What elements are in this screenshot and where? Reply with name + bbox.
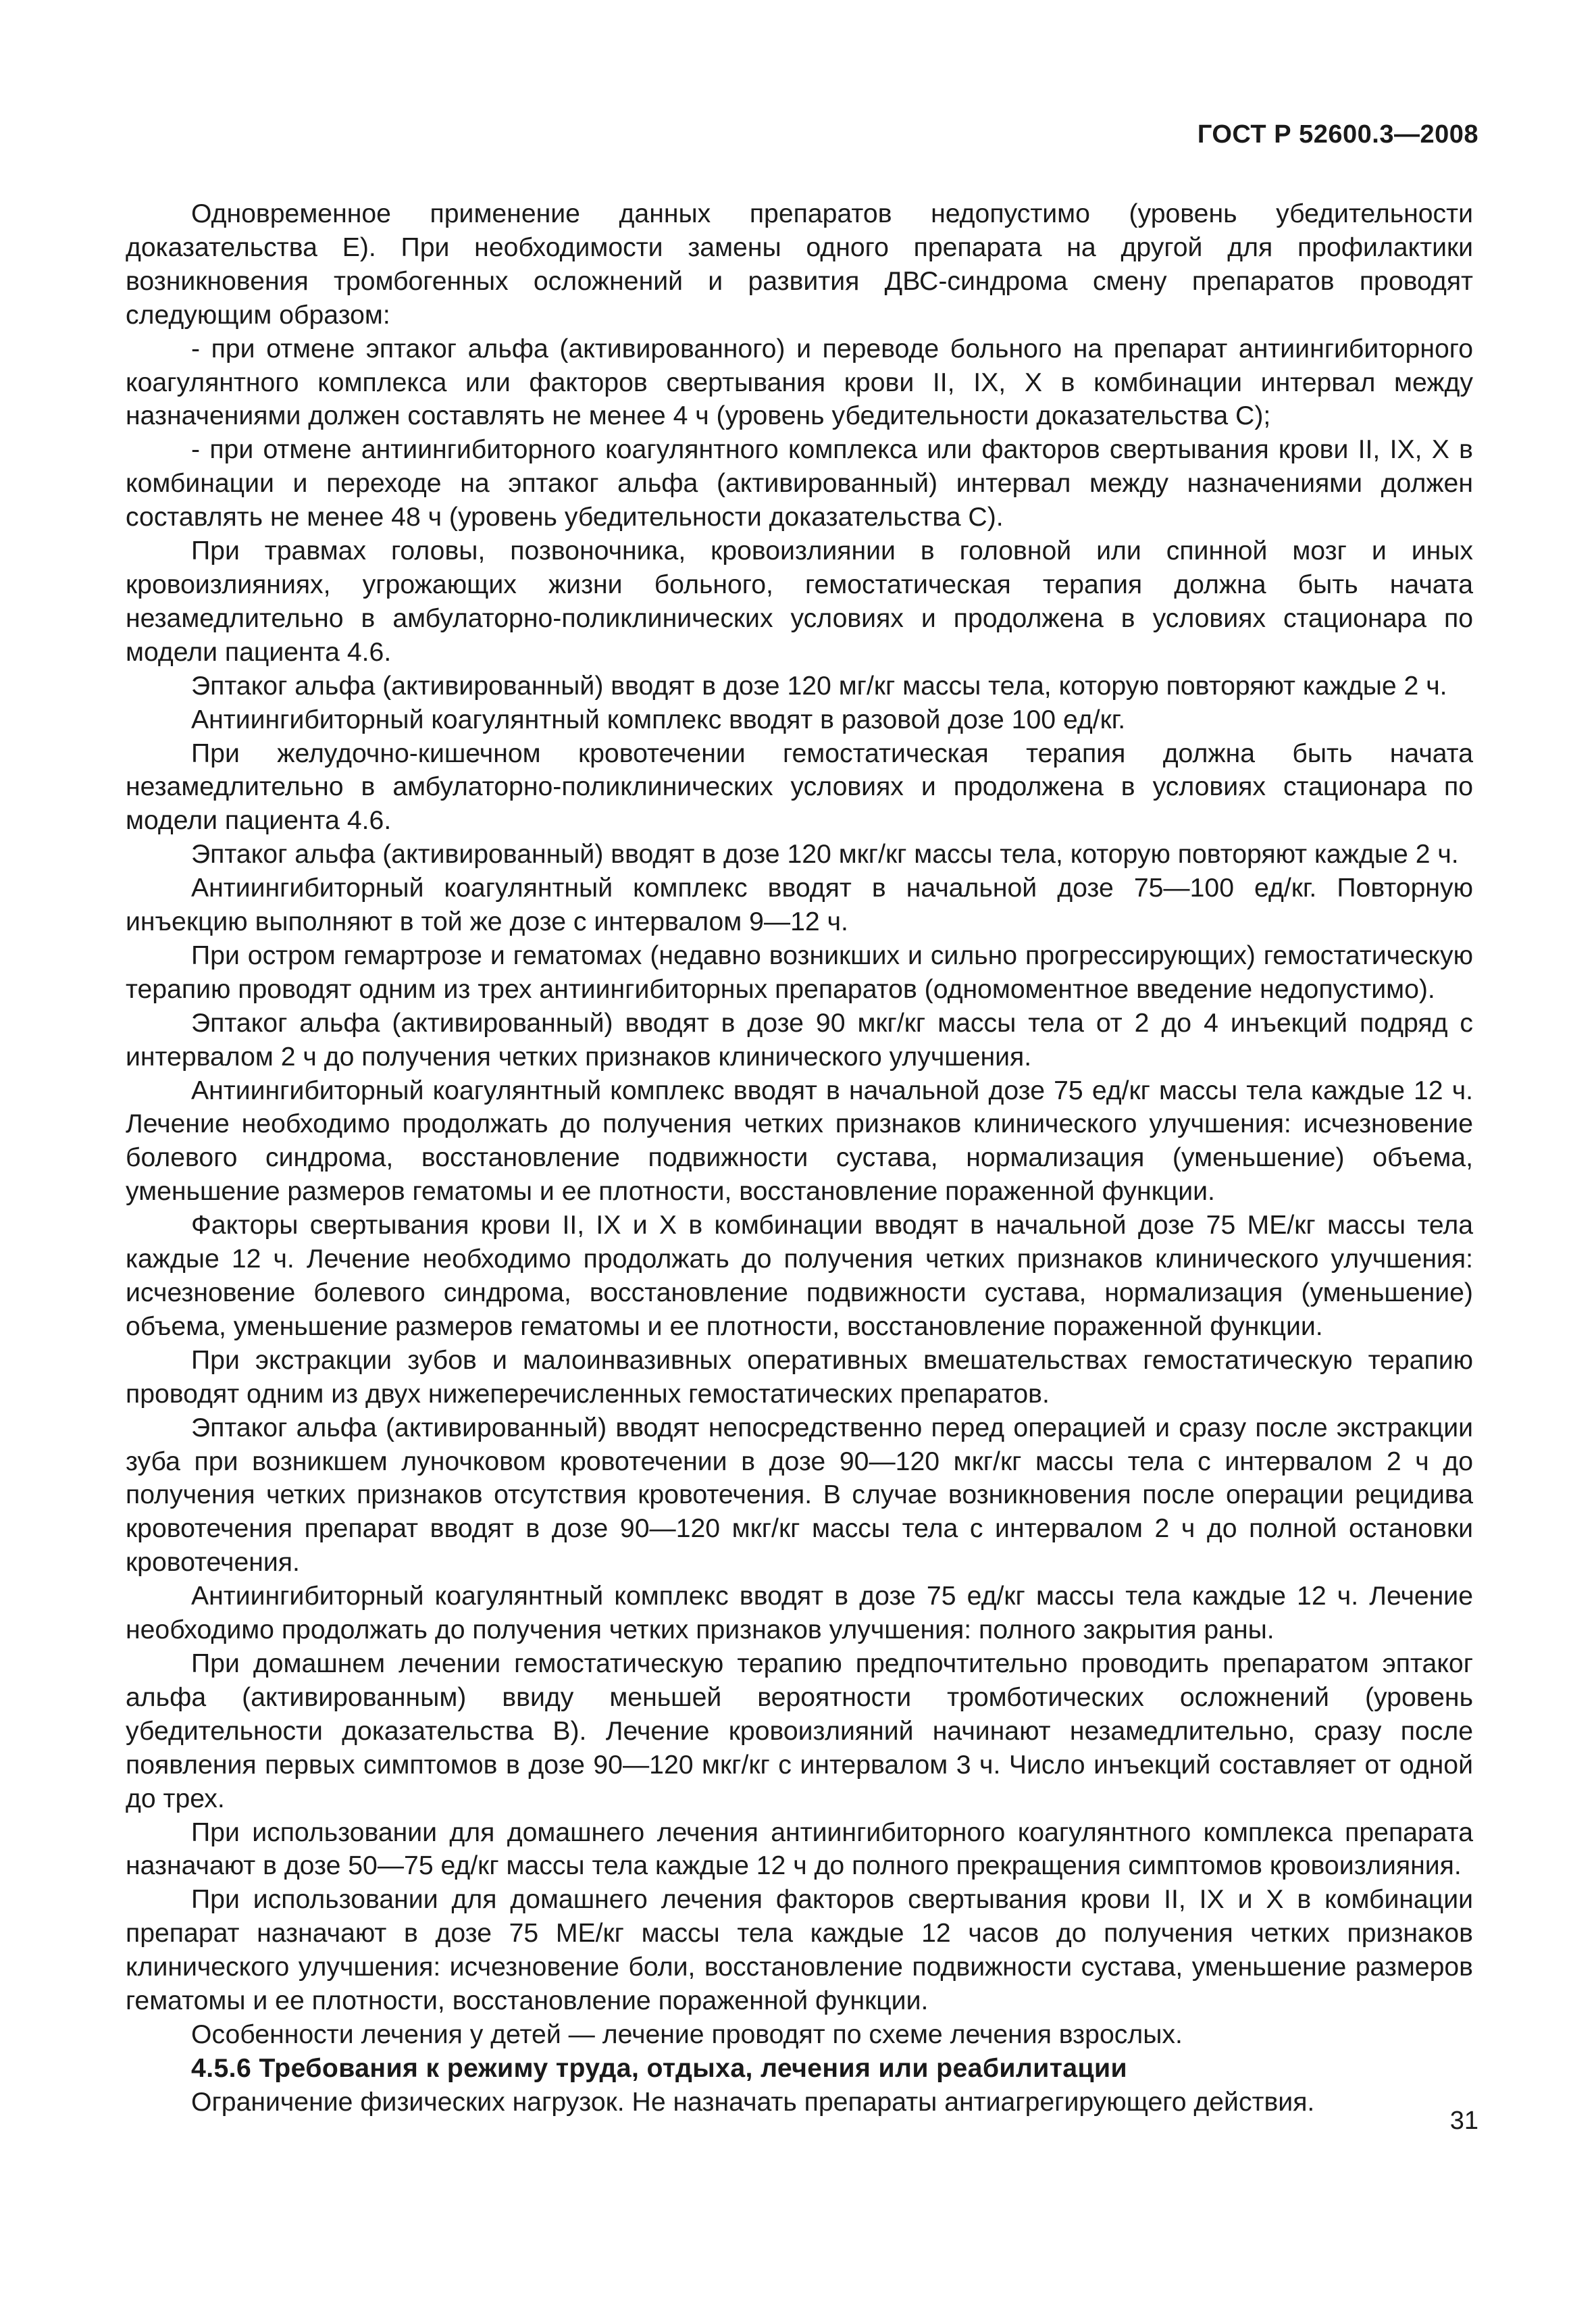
standard-code-header: ГОСТ Р 52600.3—2008 [1197, 120, 1478, 149]
section-heading: 4.5.6 Требования к режиму труда, отдыха, лечения или реабилитации [191, 2053, 1127, 2083]
paragraph: Эптаког альфа (активированный) вводят в дозе 120 мг/кг массы тела, которую повторяют каждые 2 ч. [191, 671, 1447, 701]
paragraph: Антиингибиторный коагулянтный комплекс вводят в дозе 75 ед/кг массы тела каждые 12 ч. Лечение необходимо продолжать до получения четких признаков улучшения: полного закрытия раны. [126, 1582, 1473, 1645]
paragraph: Антиингибиторный коагулянтный комплекс вводят в начальной дозе 75—100 ед/кг. Повторную инъекцию выполняют в той же дозе с интервалом 9—12 ч. [126, 874, 1473, 937]
paragraph: Факторы свертывания крови II, IX и X в комбинации вводят в начальной дозе 75 МЕ/кг массы тела каждые 12 ч. Лечение необходимо продолжать до получения четких признаков клинического улучшения: исчезновение болевого синдрома, восстановление подвижности сустава, нормализация (уменьшение) объема, уменьшение размеров гематомы и ее плотности, восстановление пораженной функции. [126, 1211, 1473, 1341]
paragraph: Эптаког альфа (активированный) вводят в дозе 120 мкг/кг массы тела, которую повторяют каждые 2 ч. [191, 840, 1459, 870]
paragraph: Антиингибиторный коагулянтный комплекс вводят в разовой дозе 100 ед/кг. [191, 705, 1126, 734]
paragraph: - при отмене эптаког альфа (активированного) и переводе больного на препарат антиингибиторного коагулянтного комплекса или факторов свертывания крови II, IX, X в комбинации интервал между назначениями должен составлять не менее 4 ч (уровень убедительности доказательства С); [126, 334, 1473, 431]
paragraph: Эптаког альфа (активированный) вводят непосредственно перед операцией и сразу после экстракции зуба при возникшем луночковом кровотечении в дозе 90—120 мкг/кг массы тела с интервалом 2 ч до получения четких признаков отсутствия кровотечения. В случае возникновения после операции рецидива кровотечения препарат вводят в дозе 90—120 мкг/кг массы тела с интервалом 2 ч до полной остановки кровотечения. [126, 1413, 1473, 1578]
paragraph: При травмах головы, позвоночника, кровоизлиянии в головной или спинной мозг и иных кровоизлияниях, угрожающих жизни больного, гемостатическая терапия должна быть начата незамедлительно в амбулаторно-поликлинических условиях и продолжена в условиях стационара по модели пациента 4.6. [126, 536, 1473, 667]
paragraph: При остром гемартрозе и гематомах (недавно возникших и сильно прогрессирующих) гемостатическую терапию проводят одним из трех антиингибиторных препаратов (одномоментное введение недопустимо). [126, 940, 1473, 1004]
section-text: Ограничение физических нагрузок. Не назначать препараты антиагрегирующего действия. [191, 2087, 1315, 2117]
paragraph: При домашнем лечении гемостатическую терапию предпочтительно проводить препаратом эптаког альфа (активированным) ввиду меньшей вероятности тромботических осложнений (уровень убедительности доказательства В). Лечение кровоизлияний начинают незамедлительно, сразу после появления первых симптомов в дозе 90—120 мкг/кг с интервалом 3 ч. Число инъекций составляет от одной до трех. [126, 1649, 1473, 1813]
paragraph: Особенности лечения у детей — лечение проводят по схеме лечения взрослых. [191, 2019, 1183, 2049]
paragraph: При желудочно-кишечном кровотечении гемостатическая терапия должна быть начата незамедлительно в амбулаторно-поликлинических условиях и продолжена в условиях стационара по модели пациента 4.6. [126, 738, 1473, 836]
paragraph: При использовании для домашнего лечения антиингибиторного коагулянтного комплекса препарата назначают в дозе 50—75 ед/кг массы тела каждые 12 ч до полного прекращения симптомов кровоизлияния. [126, 1817, 1473, 1881]
paragraph: При экстракции зубов и малоинвазивных оперативных вмешательствах гемостатическую терапию проводят одним из двух нижеперечисленных гемостатических препаратов. [126, 1345, 1473, 1409]
paragraph: Эптаког альфа (активированный) вводят в дозе 90 мкг/кг массы тела от 2 до 4 инъекций подряд с интервалом 2 ч до получения четких признаков клинического улучшения. [126, 1008, 1473, 1072]
paragraph: При использовании для домашнего лечения факторов свертывания крови II, IX и X в комбинации препарат назначают в дозе 75 МЕ/кг массы тела каждые 12 часов до получения четких признаков клинического улучшения: исчезновение боли, восстановление подвижности сустава, уменьшение размеров гематомы и ее плотности, восстановление пораженной функции. [126, 1885, 1473, 2016]
document-body [126, 197, 1473, 2119]
page-number: 31 [1449, 2107, 1478, 2135]
paragraph: Одновременное применение данных препаратов недопустимо (уровень убедительности доказательства Е). При необходимости замены одного препарата на другой для профилактики возникновения тромбогенных осложнений и развития ДВС-синдрома смену препаратов проводят следующим образом: [126, 199, 1473, 330]
paragraph: Антиингибиторный коагулянтный комплекс вводят в начальной дозе 75 ед/кг массы тела каждые 12 ч. Лечение необходимо продолжать до получения четких признаков клинического улучшения: исчезновение болевого синдрома, восстановление подвижности сустава, нормализация (уменьшение) объема, уменьшение размеров гематомы и ее плотности, восстановление пораженной функции. [126, 1076, 1473, 1207]
paragraph: - при отмене антиингибиторного коагулянтного комплекса или факторов свертывания крови II, IX, X в комбинации и переходе на эптаког альфа (активированный) интервал между назначениями должен составлять не менее 48 ч (уровень убедительности доказательства С). [126, 435, 1473, 532]
